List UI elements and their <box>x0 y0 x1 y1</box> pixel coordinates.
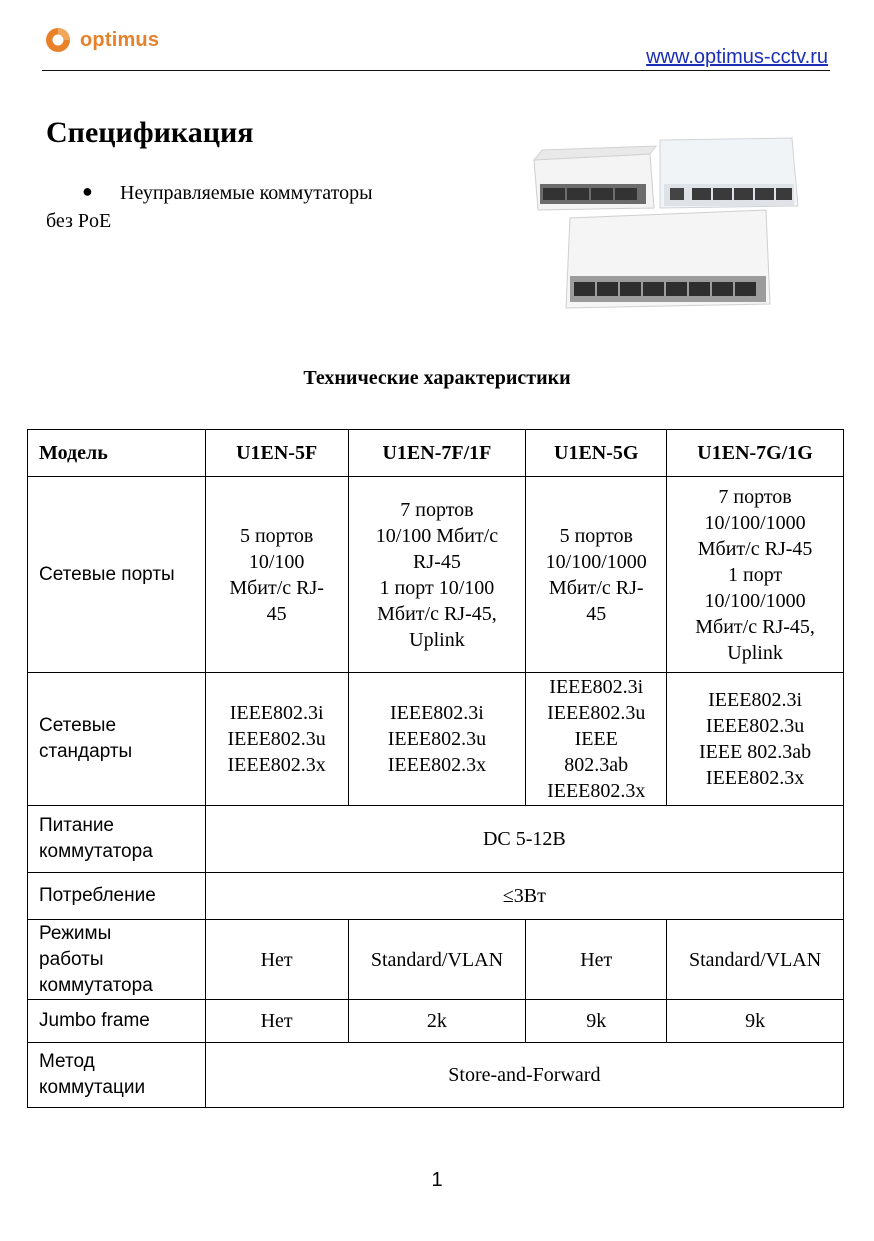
cell-ports-7g: 7 портов 10/100/1000 Мбит/с RJ-45 1 порт 10/100/1000 Мбит/с RJ-45, Uplink <box>667 477 844 673</box>
cell-ports-5f: 5 портов 10/100 Мбит/с RJ- 45 <box>205 477 348 673</box>
cell-ports-7f: 7 портов 10/100 Мбит/с RJ-45 1 порт 10/100 Мбит/с RJ-45, Uplink <box>348 477 526 673</box>
cell-ports-5g: 5 портов 10/100/1000 Мбит/с RJ- 45 <box>526 477 667 673</box>
table-row <box>28 1043 844 1108</box>
header-u1en-7g-1g: U1EN-7G/1G <box>667 430 844 477</box>
header-divider <box>42 70 830 71</box>
cell-jumbo-5g: 9k <box>526 1000 667 1043</box>
table-row <box>28 477 844 673</box>
logo <box>42 26 159 54</box>
cell-consumption: ≤3Вт <box>205 873 843 920</box>
bullet-icon: ● <box>82 181 93 201</box>
row-label-power: Питание коммутатора <box>28 806 206 873</box>
cell-standards-5f: IEEE802.3i IEEE802.3u IEEE802.3x <box>205 673 348 806</box>
table-row <box>28 806 844 873</box>
cell-jumbo-7g: 9k <box>667 1000 844 1043</box>
spec-table <box>27 429 844 1108</box>
switch-product-image <box>528 134 808 310</box>
logo-text: optimus <box>80 28 160 51</box>
row-label-standards: Сетевые стандарты <box>28 673 206 806</box>
row-label-modes: Режимы работы коммутатора <box>28 920 206 1000</box>
page-number: 1 <box>431 1169 443 1191</box>
table-row <box>28 673 844 806</box>
bullet-text-line2: без PoE <box>46 210 112 232</box>
table-row <box>28 1000 844 1043</box>
cell-jumbo-7f: 2k <box>348 1000 526 1043</box>
section-title: Технические характеристики <box>303 367 571 389</box>
header-u1en-5g: U1EN-5G <box>526 430 667 477</box>
cell-modes-5g: Нет <box>526 920 667 1000</box>
cell-modes-7g: Standard/VLAN <box>667 920 844 1000</box>
header-u1en-7f-1f: U1EN-7F/1F <box>348 430 526 477</box>
table-row <box>28 873 844 920</box>
page-title: Спецификация <box>46 116 254 149</box>
cell-jumbo-5f: Нет <box>205 1000 348 1043</box>
website-link[interactable]: www.optimus-cctv.ru <box>646 46 828 68</box>
row-label-jumbo: Jumbo frame <box>28 1000 206 1043</box>
cell-method: Store-and-Forward <box>205 1043 843 1108</box>
row-label-consumption: Потребление <box>28 873 206 920</box>
row-label-ports: Сетевые порты <box>28 477 206 673</box>
table-header-row <box>28 430 844 477</box>
table-row <box>28 920 844 1000</box>
header-u1en-5f: U1EN-5F <box>205 430 348 477</box>
optimus-logo-icon <box>42 26 74 54</box>
cell-power: DC 5-12В <box>205 806 843 873</box>
cell-standards-5g: IEEE802.3i IEEE802.3u IEEE 802.3ab IEEE802.3x <box>526 673 667 806</box>
cell-standards-7f: IEEE802.3i IEEE802.3u IEEE802.3x <box>348 673 526 806</box>
cell-standards-7g: IEEE802.3i IEEE802.3u IEEE 802.3ab IEEE802.3x <box>667 673 844 806</box>
cell-modes-7f: Standard/VLAN <box>348 920 526 1000</box>
cell-modes-5f: Нет <box>205 920 348 1000</box>
bullet-text-line1: Неуправляемые коммутаторы <box>120 182 373 204</box>
row-label-method: Метод коммутации <box>28 1043 206 1108</box>
header-model: Модель <box>28 430 206 477</box>
